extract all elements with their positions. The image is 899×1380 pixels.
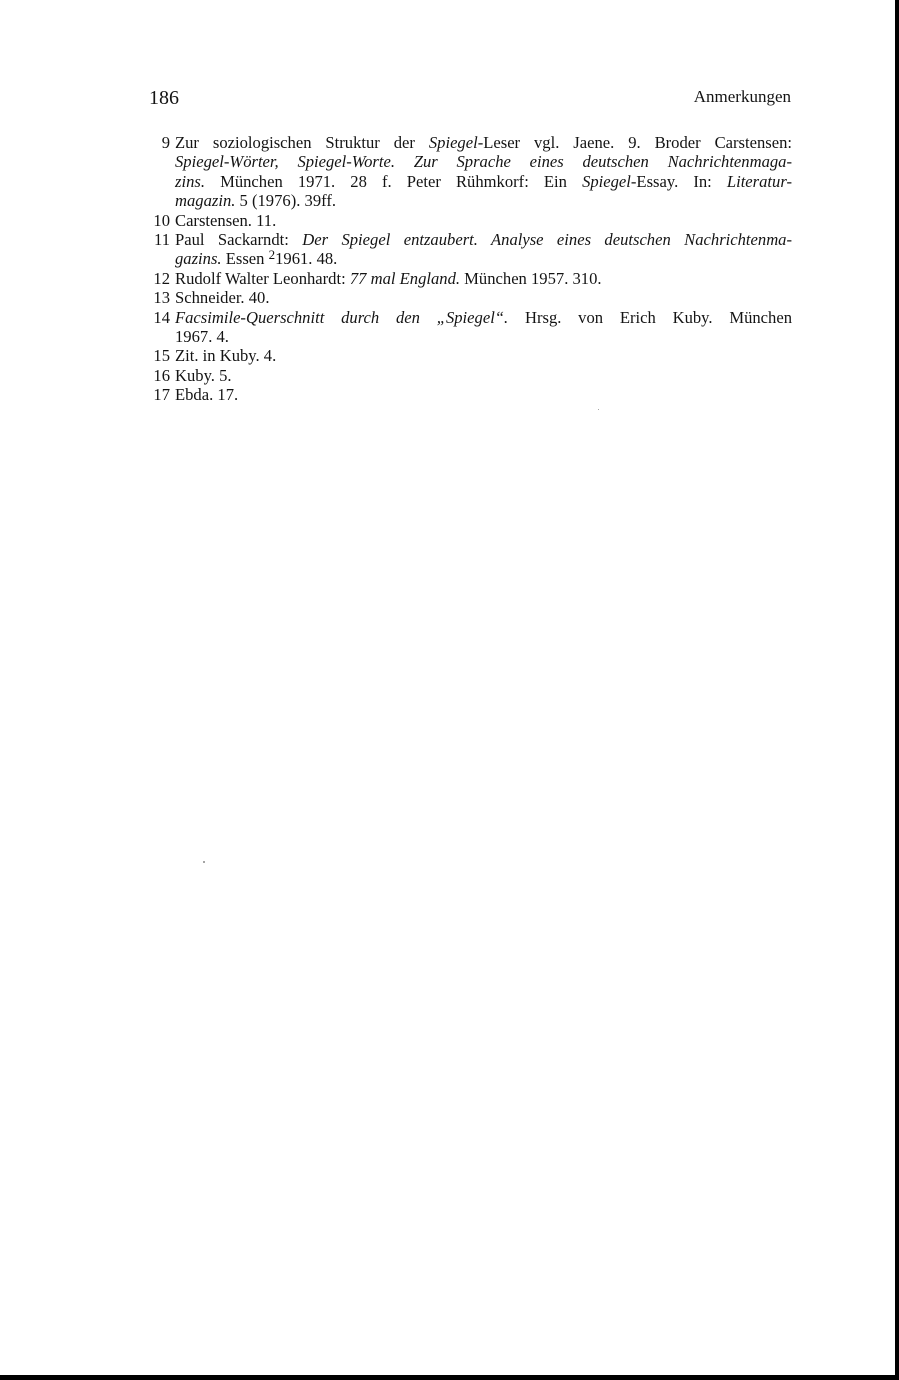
endnote-text: Ebda. 17. (175, 385, 239, 405)
endnote-text: Schneider. 40. (175, 288, 270, 308)
endnote-16 (146, 366, 792, 385)
endnote-15 (146, 346, 792, 365)
endnote-line (175, 152, 792, 171)
endnote-text (175, 230, 792, 269)
italic-run: Spiegel-Wörter, Spiegel-Worte. Zur Sprache eines deutschen Nachrichtenmaga- (175, 152, 792, 172)
endnote-number: 10 (153, 210, 170, 230)
endnote-number: 15 (153, 346, 170, 366)
italic-run: gazins. (175, 249, 222, 269)
endnote-line (175, 191, 792, 210)
text-run: -Essay. In: (630, 171, 727, 191)
endnote-line (175, 230, 792, 249)
italic-run: 77 mal England. (349, 268, 461, 288)
endnote-number: 16 (153, 365, 170, 385)
endnote-text: Zit. in Kuby. 4. (175, 346, 277, 366)
endnote-text (175, 269, 792, 288)
scan-speck (598, 409, 599, 410)
endnote-9 (146, 133, 792, 211)
text-run: München 1971. 28 f. Peter Rühmkorf: Ein (204, 171, 583, 191)
text-run: Rudolf Walter Leonhardt: (175, 268, 350, 288)
italic-run: Spiegel (428, 133, 478, 152)
text-run: Zur soziologischen Struktur der (175, 133, 429, 152)
endnote-text: Kuby. 5. (175, 365, 232, 385)
endnote-text: Carstensen. 11. (175, 210, 277, 230)
text-run: 1961. 48. (275, 249, 338, 269)
text-run: Hrsg. von Erich Kuby. München (508, 307, 792, 327)
text-run: -Leser vgl. Jaene. 9. Broder Carstensen: (477, 133, 792, 152)
endnote-text (175, 308, 792, 347)
italic-run: zins. (175, 171, 205, 191)
endnote-text (175, 133, 792, 211)
endnote-number: 14 (153, 307, 170, 327)
endnote-number: 12 (153, 268, 170, 288)
text-run: München 1957. 310. (460, 268, 602, 288)
endnote-10 (146, 211, 792, 230)
endnote-line: 1967. 4. (175, 327, 229, 347)
endnote-line (175, 249, 792, 268)
endnote-13 (146, 288, 792, 307)
italic-run: Der Spiegel entzaubert. Analyse eines deutschen Nachrichtenma- (302, 230, 793, 250)
endnotes-list (146, 133, 792, 405)
scan-border-bottom (0, 1375, 899, 1380)
italic-run: Facsimile-Querschnitt durch den „Spiegel“. (175, 307, 509, 327)
text-run: Paul Sackarndt: (175, 230, 303, 250)
page-number: 186 (149, 87, 179, 109)
endnote-number: 13 (153, 288, 170, 308)
scan-speck (203, 861, 205, 863)
italic-run: Spiegel (582, 171, 631, 191)
text-run: Essen (221, 249, 269, 269)
running-head: Anmerkungen (693, 87, 791, 106)
endnote-17 (146, 385, 792, 404)
edition-superscript: 2 (268, 247, 276, 263)
endnote-number: 17 (153, 385, 170, 405)
endnote-14 (146, 308, 792, 347)
endnote-line (175, 308, 792, 327)
endnote-line (175, 133, 792, 152)
italic-run: Literatur- (726, 171, 792, 191)
scan-border-right (895, 0, 899, 1380)
endnote-number: 9 (161, 133, 170, 152)
text-run: 5 (1976). 39ff. (235, 191, 337, 211)
endnote-12 (146, 269, 792, 288)
italic-run: magazin. (175, 191, 236, 211)
endnote-line (175, 172, 792, 191)
endnote-11 (146, 230, 792, 269)
endnote-number: 11 (154, 230, 170, 250)
